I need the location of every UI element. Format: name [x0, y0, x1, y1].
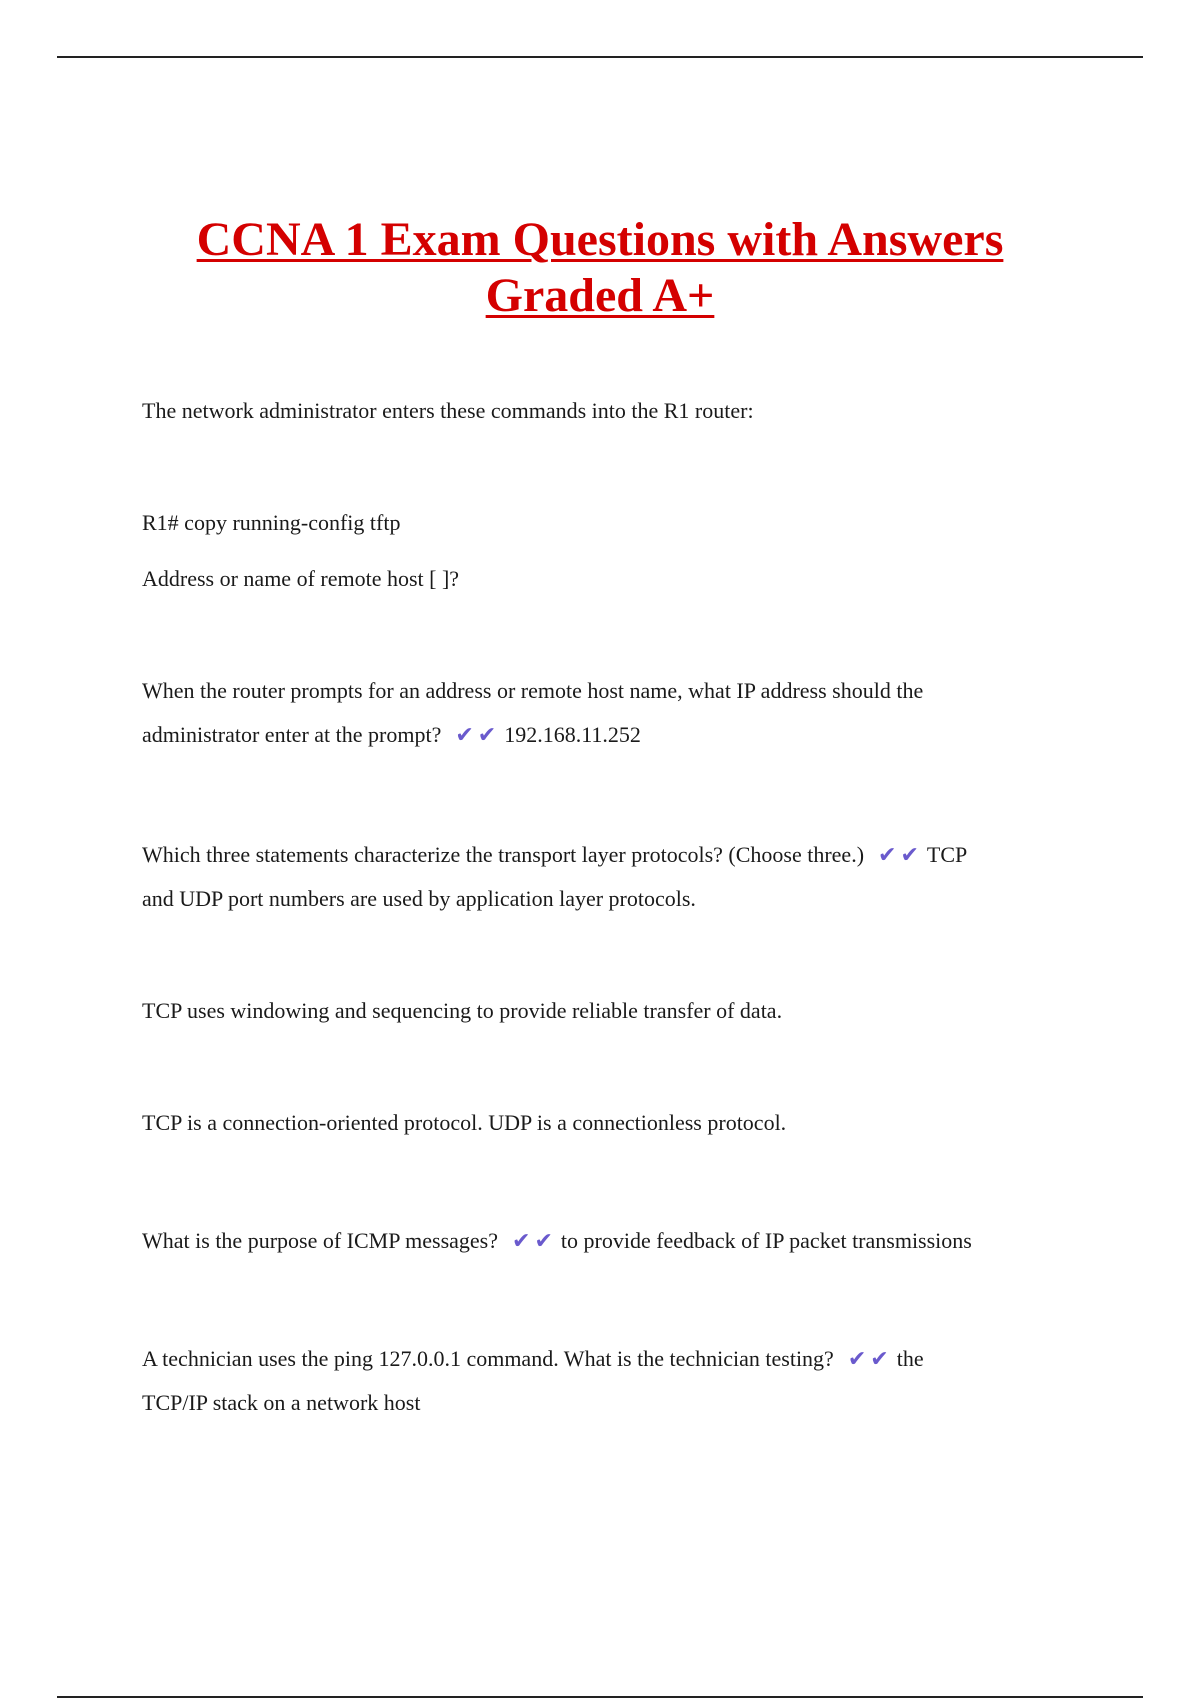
double-check-icon: ✔✔	[512, 1229, 557, 1254]
command-line-1: R1# copy running-config tftp	[142, 510, 401, 535]
top-divider	[57, 56, 1143, 58]
title-line-1: CCNA 1 Exam Questions with Answers	[196, 213, 1004, 266]
answer-2-line-2: and UDP port numbers are used by application layer protocols.	[142, 886, 696, 911]
answer-4-line-2: TCP/IP stack on a network host	[142, 1390, 421, 1415]
double-check-icon: ✔✔	[455, 723, 501, 748]
question-3-text: What is the purpose of ICMP messages?	[142, 1228, 499, 1253]
title-line-2: Graded A+	[485, 269, 715, 322]
question-4-line-1	[142, 1344, 1062, 1375]
bottom-divider	[57, 1696, 1143, 1698]
question-1-line-1: When the router prompts for an address or remote host name, what IP address should the	[142, 678, 924, 703]
question-2-text: Which three statements characterize the transport layer protocols? (Choose three.)	[142, 842, 865, 867]
answer-2-line-3: TCP uses windowing and sequencing to provide reliable transfer of data.	[142, 998, 783, 1023]
question-1-text: administrator enter at the prompt?	[142, 722, 442, 747]
answer-1-text: 192.168.11.252	[504, 722, 641, 747]
question-2-line-1	[142, 840, 1062, 871]
answer-2-line-4: TCP is a connection-oriented protocol. UDP is a connectionless protocol.	[142, 1110, 787, 1135]
intro-text: The network administrator enters these commands into the R1 router:	[142, 398, 754, 423]
question-4-text: A technician uses the ping 127.0.0.1 command. What is the technician testing?	[142, 1346, 834, 1371]
double-check-icon: ✔✔	[847, 1347, 893, 1372]
answer-4-start: the	[896, 1346, 924, 1371]
command-line-2: Address or name of remote host [ ]?	[142, 566, 460, 591]
answer-2-start: TCP	[926, 842, 968, 867]
double-check-icon: ✔✔	[878, 843, 923, 868]
question-1-line-2	[142, 720, 1062, 751]
question-3-line	[142, 1226, 1062, 1257]
document-title	[0, 212, 1200, 324]
answer-3-text: to provide feedback of IP packet transmissions	[560, 1228, 972, 1253]
